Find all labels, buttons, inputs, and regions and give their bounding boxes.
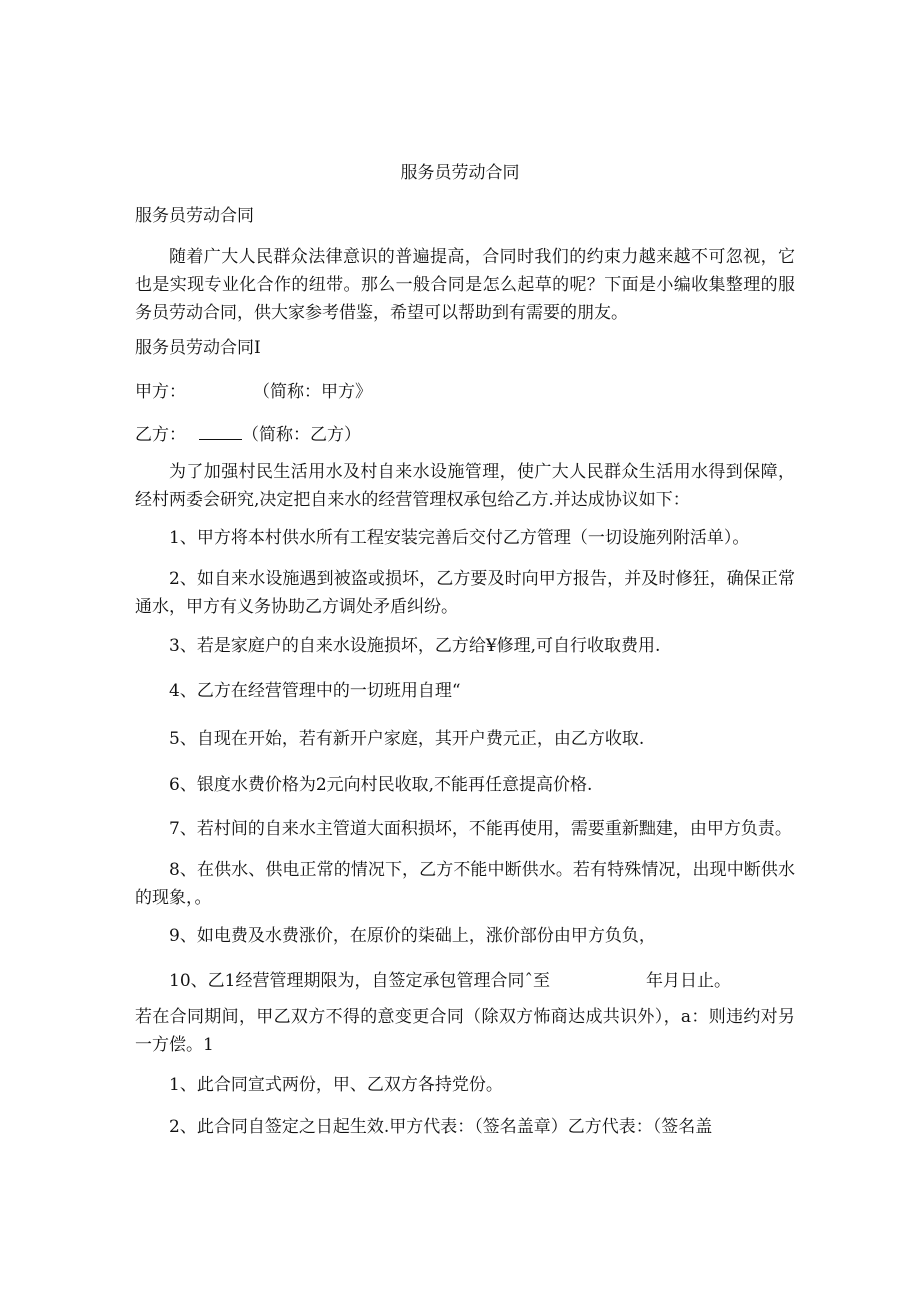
clause-10-start: 10、乙1经营管理期限为，自签定承包管理合同ˆ至 — [169, 971, 550, 991]
party-b-line — [135, 421, 795, 449]
clause-10-continuation: 若在合同期间，甲乙双方不得的意变更合同（除双方怖商达成共识外），a：则违约对另一方偿。1 — [135, 1007, 795, 1055]
final-clause-2: 2、此合同自签定之日起生效.甲方代表：（签名盖章）乙方代表：（签名盖 — [169, 1117, 713, 1137]
party-b-abbr: （简称：乙方） — [242, 425, 361, 445]
party-a-line — [135, 378, 795, 406]
clause-7: 7、若村间的自来水主管道大面积损坏，不能再使用，需要重新黜建，由甲方负责。 — [169, 819, 792, 839]
final-clause-1: 1、此合同宣式两份，甲、乙双方各持党份。 — [169, 1075, 503, 1095]
clause-2: 2、如自来水设施遇到被盗或损坏，乙方要及时向甲方报告，并及时修狂，确保正常通水，甲方有义务协助乙方调处矛盾纠纷。 — [135, 569, 795, 617]
document-title: 服务员劳动合同 — [400, 163, 520, 183]
clause-10-end: 年月日止。 — [645, 971, 731, 991]
clause-9: 9、如电费及水费涨价，在原价的柒础上，涨价部份由甲方负负， — [169, 926, 656, 946]
contract-heading: 服务员劳动合同I — [135, 338, 261, 358]
clause-8: 8、在供水、供电正常的情况下，乙方不能中断供水。若有特殊情况，出现中断供水的现象，。 — [135, 860, 795, 908]
intro-paragraph: 随着广大人民群众法律意识的普遍提高，合同时我们的约束力越来越不可忽视，它也是实现专业化合作的纽带。那么一般合同是怎么起草的呢？下面是小编收集整理的服务员劳动合同，供大家参考借鉴，希望可以帮助到有需要的朋友。 — [135, 247, 795, 323]
document-subtitle: 服务员劳动合同 — [135, 206, 254, 226]
preamble-paragraph: 为了加强村民生活用水及村自来水设施管理，使广大人民群众生活用水得到保障，经村两委会研究,决定把自来水的经营管理权承包给乙方.并达成协议如下： — [135, 462, 795, 510]
party-b-name-blank — [199, 423, 242, 440]
clause-5: 5、自现在开始，若有新开户家庭，其开户费元正，由乙方收取. — [169, 729, 645, 749]
party-a-label: 甲方： — [135, 382, 186, 402]
clause-10 — [135, 967, 795, 995]
party-a-abbr: （简称：甲方》 — [253, 382, 372, 402]
clause-4: 4、乙方在经营管理中的一切班用自理“ — [169, 681, 461, 701]
clause-6: 6、银度水费价格为2元向村民收取,不能再任意提高价格. — [169, 775, 593, 795]
party-b-label: 乙方： — [135, 425, 186, 445]
clause-3: 3、若是家庭户的自来水设施损坏，乙方给¥修理,可自行收取费用. — [169, 636, 661, 656]
clause-1: 1、甲方将本村供水所有工程安装完善后交付乙方管理（一切设施列附活单）。 — [169, 528, 750, 548]
